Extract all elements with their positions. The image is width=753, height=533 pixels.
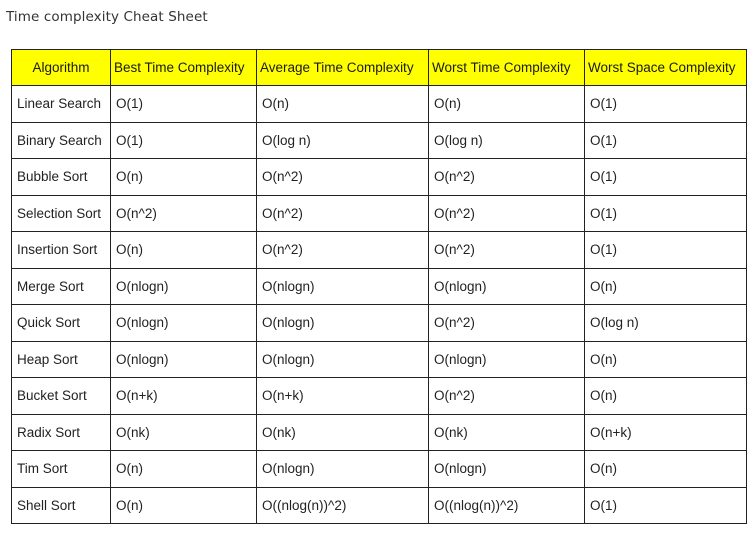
average-time-cell: O(nlogn)	[257, 341, 429, 378]
average-time-cell: O(n^2)	[257, 159, 429, 196]
average-time-cell: O(nk)	[257, 414, 429, 451]
table-row	[12, 487, 747, 524]
table-row	[12, 122, 747, 159]
table-row	[12, 86, 747, 123]
table-row	[12, 414, 747, 451]
worst-time-cell: O(n^2)	[429, 378, 585, 415]
page-title: Time complexity Cheat Sheet	[6, 9, 208, 25]
worst-time-cell: O(n^2)	[429, 159, 585, 196]
best-time-cell: O(nlogn)	[111, 305, 257, 342]
worst-space-cell: O(1)	[585, 159, 747, 196]
best-time-cell: O(1)	[111, 86, 257, 123]
algorithm-cell: Tim Sort	[12, 451, 111, 488]
algorithm-cell: Bubble Sort	[12, 159, 111, 196]
average-time-cell: O(n^2)	[257, 195, 429, 232]
table-row	[12, 159, 747, 196]
table-row	[12, 195, 747, 232]
algorithm-cell: Radix Sort	[12, 414, 111, 451]
table-row	[12, 268, 747, 305]
best-time-cell: O(n^2)	[111, 195, 257, 232]
best-time-cell: O(n)	[111, 159, 257, 196]
average-time-cell: O(nlogn)	[257, 451, 429, 488]
table-row	[12, 451, 747, 488]
worst-time-cell: O(nk)	[429, 414, 585, 451]
worst-space-cell: O(1)	[585, 86, 747, 123]
worst-space-cell: O(1)	[585, 195, 747, 232]
header-average-time: Average Time Complexity	[257, 50, 429, 86]
average-time-cell: O(n)	[257, 86, 429, 123]
average-time-cell: O(log n)	[257, 122, 429, 159]
complexity-table	[11, 49, 747, 524]
worst-space-cell: O(n+k)	[585, 414, 747, 451]
worst-time-cell: O(n^2)	[429, 305, 585, 342]
worst-time-cell: O(n^2)	[429, 232, 585, 269]
table-row	[12, 232, 747, 269]
worst-space-cell: O(log n)	[585, 305, 747, 342]
worst-space-cell: O(1)	[585, 232, 747, 269]
worst-space-cell: O(n)	[585, 378, 747, 415]
average-time-cell: O((nlog(n))^2)	[257, 487, 429, 524]
worst-time-cell: O(nlogn)	[429, 341, 585, 378]
worst-space-cell: O(n)	[585, 268, 747, 305]
average-time-cell: O(n^2)	[257, 232, 429, 269]
worst-time-cell: O(nlogn)	[429, 451, 585, 488]
best-time-cell: O(n)	[111, 232, 257, 269]
header-worst-time: Worst Time Complexity	[429, 50, 585, 86]
table-header	[12, 50, 747, 86]
table-row	[12, 341, 747, 378]
worst-time-cell: O(n)	[429, 86, 585, 123]
average-time-cell: O(nlogn)	[257, 268, 429, 305]
algorithm-cell: Insertion Sort	[12, 232, 111, 269]
algorithm-cell: Heap Sort	[12, 341, 111, 378]
algorithm-cell: Merge Sort	[12, 268, 111, 305]
average-time-cell: O(nlogn)	[257, 305, 429, 342]
header-worst-space: Worst Space Complexity	[585, 50, 747, 86]
algorithm-cell: Bucket Sort	[12, 378, 111, 415]
algorithm-cell: Shell Sort	[12, 487, 111, 524]
average-time-cell: O(n+k)	[257, 378, 429, 415]
algorithm-cell: Selection Sort	[12, 195, 111, 232]
header-algorithm: Algorithm	[12, 50, 111, 86]
table-row	[12, 305, 747, 342]
table-row	[12, 378, 747, 415]
best-time-cell: O(nlogn)	[111, 341, 257, 378]
worst-time-cell: O(log n)	[429, 122, 585, 159]
worst-time-cell: O(n^2)	[429, 195, 585, 232]
best-time-cell: O(n+k)	[111, 378, 257, 415]
worst-space-cell: O(n)	[585, 341, 747, 378]
best-time-cell: O(n)	[111, 487, 257, 524]
worst-space-cell: O(1)	[585, 122, 747, 159]
algorithm-cell: Quick Sort	[12, 305, 111, 342]
best-time-cell: O(nk)	[111, 414, 257, 451]
table-body	[12, 86, 747, 524]
algorithm-cell: Linear Search	[12, 86, 111, 123]
worst-time-cell: O(nlogn)	[429, 268, 585, 305]
worst-time-cell: O((nlog(n))^2)	[429, 487, 585, 524]
header-row	[12, 50, 747, 86]
best-time-cell: O(nlogn)	[111, 268, 257, 305]
best-time-cell: O(1)	[111, 122, 257, 159]
worst-space-cell: O(n)	[585, 451, 747, 488]
header-best-time: Best Time Complexity	[111, 50, 257, 86]
best-time-cell: O(n)	[111, 451, 257, 488]
algorithm-cell: Binary Search	[12, 122, 111, 159]
worst-space-cell: O(1)	[585, 487, 747, 524]
